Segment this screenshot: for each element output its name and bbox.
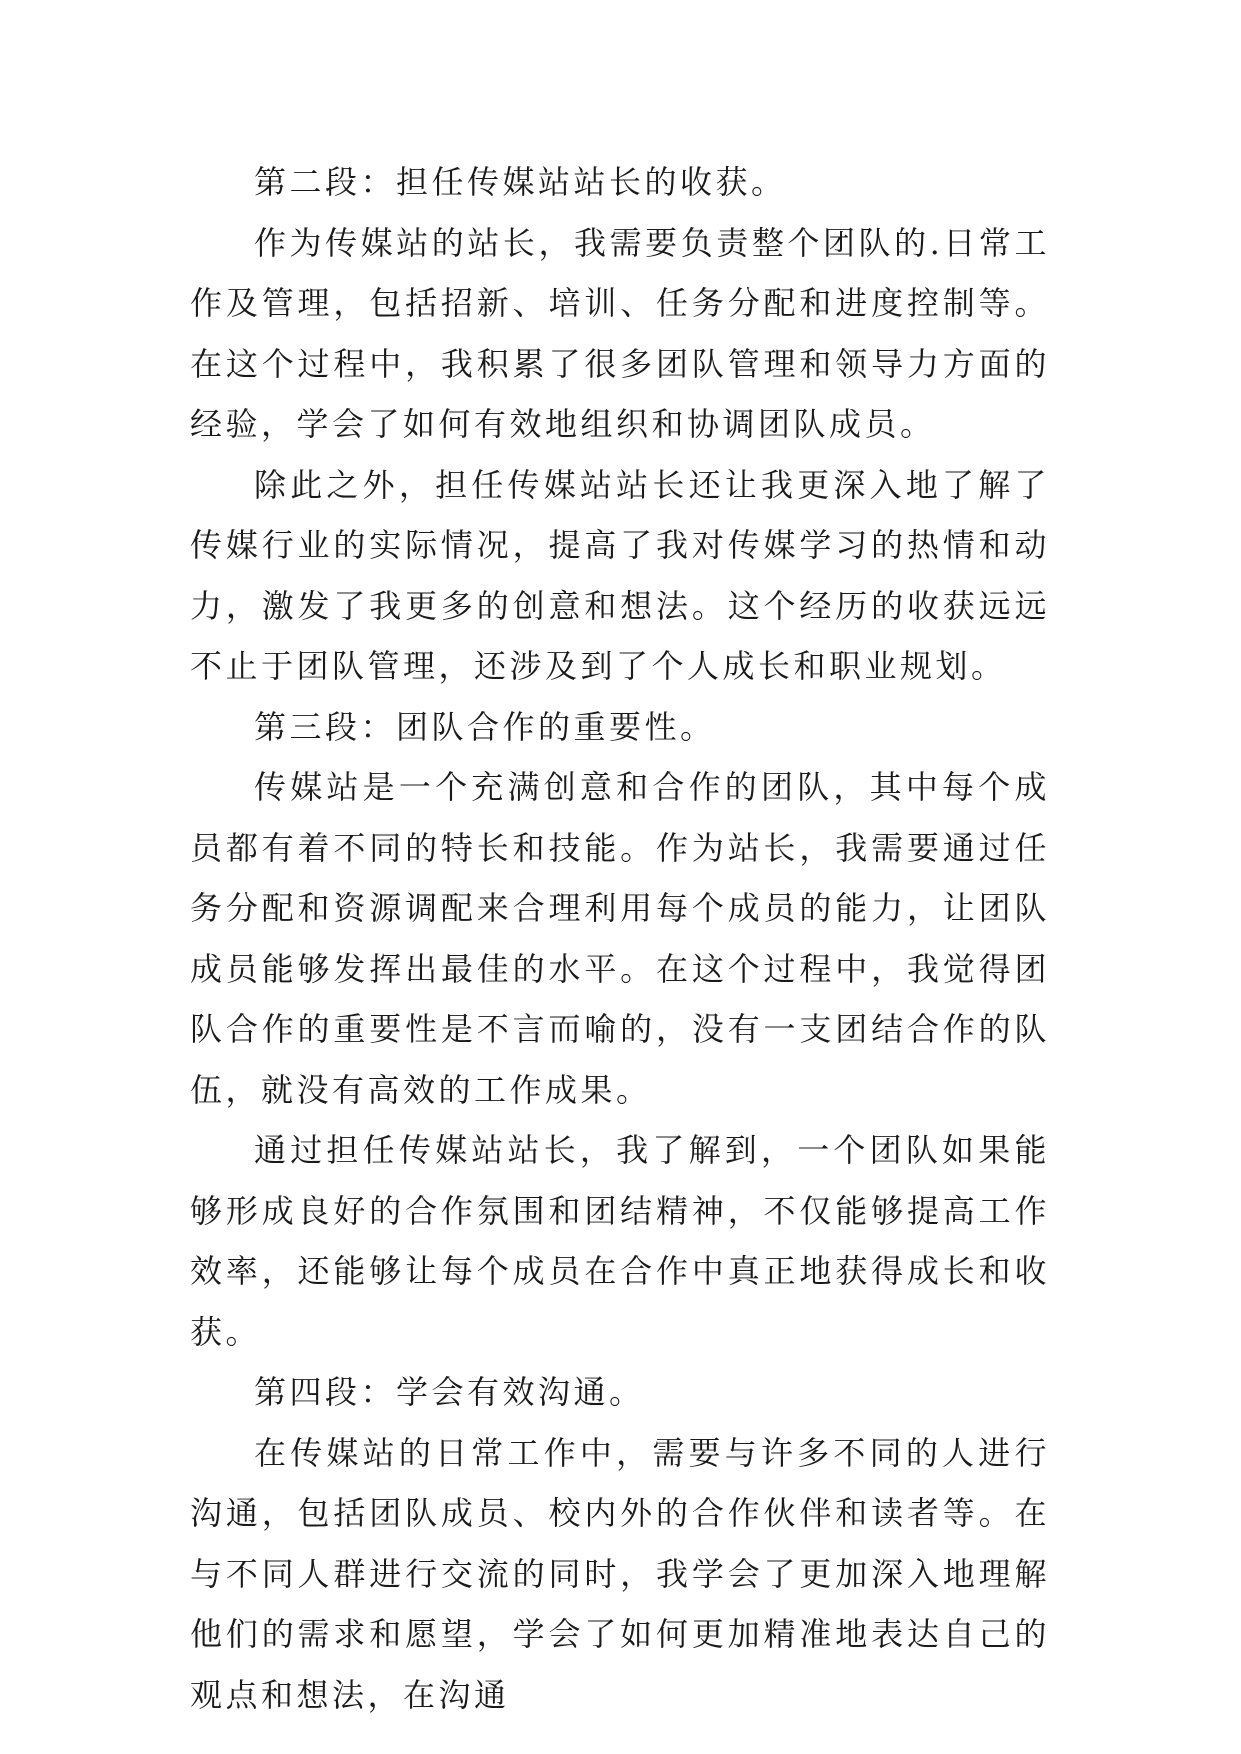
body-paragraph: 作为传媒站的站长，我需要负责整个团队的.日常工作及管理，包括招新、培训、任务分配和进度控制等。在这个过程中，我积累了很多团队管理和领导力方面的经验，学会了如何有效地组织和协调团队成员。 (190, 223, 1050, 443)
body-paragraph: 除此之外，担任传媒站站长还让我更深入地了解了传媒行业的实际情况，提高了我对传媒学习的热情和动力，激发了我更多的创意和想法。这个经历的收获远远不止于团队管理，还涉及到了个人成长和职业规划。 (190, 465, 1050, 685)
document-body (190, 152, 1050, 1725)
body-paragraph: 传媒站是一个充满创意和合作的团队，其中每个成员都有着不同的特长和技能。作为站长，我需要通过任务分配和资源调配来合理利用每个成员的能力，让团队成员能够发挥出最佳的水平。在这个过程中，我觉得团队合作的重要性是不言而喻的，没有一支团结合作的队伍，就没有高效的工作成果。 (190, 768, 1050, 1109)
section-heading-3: 第三段：团队合作的重要性。 (254, 707, 716, 746)
section-heading-2: 第二段：担任传媒站站长的收获。 (254, 163, 787, 201)
body-paragraph: 通过担任传媒站站长，我了解到，一个团队如果能够形成良好的合作氛围和团结精神，不仅能够提高工作效率，还能够让每个成员在合作中真正地获得成长和收获。 (190, 1131, 1050, 1351)
body-paragraph: 在传媒站的日常工作中，需要与许多不同的人进行沟通，包括团队成员、校内外的合作伙伴和读者等。在与不同人群进行交流的同时，我学会了更加深入地理解他们的需求和愿望，学会了如何更加精准地表达自己的观点和想法，在沟通 (190, 1433, 1050, 1714)
section-heading-4: 第四段：学会有效沟通。 (254, 1373, 645, 1411)
